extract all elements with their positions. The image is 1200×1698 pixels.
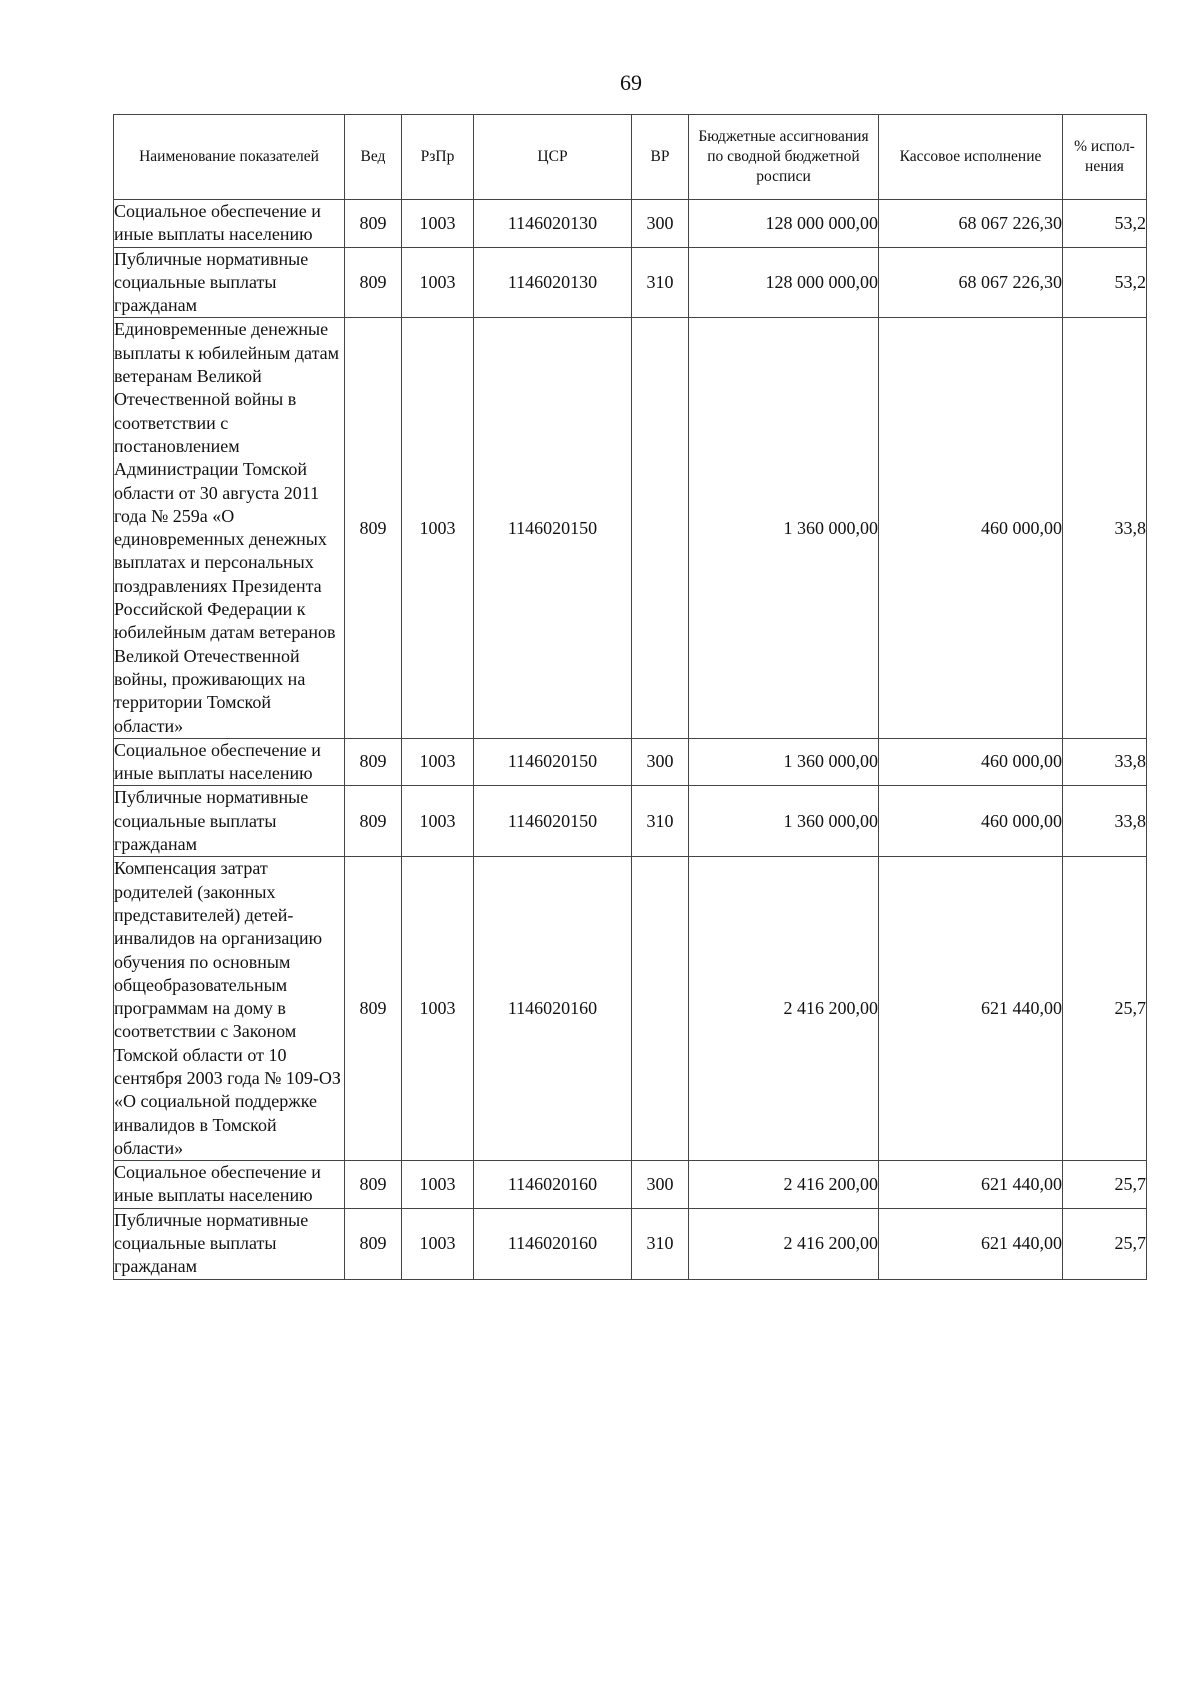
- row-rzpr: 1003: [402, 318, 474, 738]
- row-name: Социальное обеспечение и иные выплаты населению: [114, 200, 345, 248]
- row-name: Публичные нормативные социальные выплаты гражданам: [114, 786, 345, 857]
- row-vr: 300: [632, 738, 689, 786]
- row-csr: 1146020150: [474, 786, 632, 857]
- row-assignments: 128 000 000,00: [689, 247, 879, 318]
- row-csr: 1146020130: [474, 200, 632, 248]
- table-row: [114, 1161, 1147, 1209]
- table-row: [114, 318, 1147, 738]
- row-percent-execution: 33,8: [1063, 786, 1147, 857]
- row-csr: 1146020150: [474, 318, 632, 738]
- table-header-row: [114, 115, 1147, 200]
- row-cash-execution: 460 000,00: [879, 738, 1063, 786]
- row-vr: 310: [632, 786, 689, 857]
- row-vr: 310: [632, 1208, 689, 1279]
- row-ved: 809: [345, 786, 402, 857]
- row-percent-execution: 25,7: [1063, 1208, 1147, 1279]
- header-csr: ЦСР: [474, 115, 632, 200]
- budget-execution-table: [113, 114, 1147, 1280]
- row-percent-execution: 53,2: [1063, 247, 1147, 318]
- row-vr: 300: [632, 1161, 689, 1209]
- row-rzpr: 1003: [402, 786, 474, 857]
- row-assignments: 128 000 000,00: [689, 200, 879, 248]
- row-cash-execution: 68 067 226,30: [879, 247, 1063, 318]
- header-rzpr: РзПр: [402, 115, 474, 200]
- row-rzpr: 1003: [402, 1161, 474, 1209]
- row-name: Компенсация затрат родителей (законных представителей) детей-инвалидов на организацию обучения по основным общеобразовательным программам на дому в соответствии с Законом Томской области от 10 сентября 2003 года № 109-ОЗ «О социальной поддержке инвалидов в Томской области»: [114, 857, 345, 1161]
- row-vr: [632, 318, 689, 738]
- row-cash-execution: 621 440,00: [879, 1208, 1063, 1279]
- row-csr: 1146020160: [474, 1161, 632, 1209]
- row-cash-execution: 460 000,00: [879, 318, 1063, 738]
- row-assignments: 2 416 200,00: [689, 1208, 879, 1279]
- row-rzpr: 1003: [402, 738, 474, 786]
- header-cash-execution: Кассовое исполнение: [879, 115, 1063, 200]
- row-percent-execution: 25,7: [1063, 857, 1147, 1161]
- row-cash-execution: 68 067 226,30: [879, 200, 1063, 248]
- row-percent-execution: 25,7: [1063, 1161, 1147, 1209]
- row-ved: 809: [345, 247, 402, 318]
- row-csr: 1146020150: [474, 738, 632, 786]
- row-rzpr: 1003: [402, 1208, 474, 1279]
- page-number: 69: [620, 70, 642, 95]
- row-percent-execution: 33,8: [1063, 318, 1147, 738]
- row-cash-execution: 621 440,00: [879, 1161, 1063, 1209]
- table-row: [114, 786, 1147, 857]
- row-assignments: 2 416 200,00: [689, 857, 879, 1161]
- row-ved: 809: [345, 318, 402, 738]
- row-cash-execution: 621 440,00: [879, 857, 1063, 1161]
- row-name: Социальное обеспечение и иные выплаты населению: [114, 738, 345, 786]
- header-name: Наименование показателей: [114, 115, 345, 200]
- row-ved: 809: [345, 200, 402, 248]
- row-csr: 1146020160: [474, 857, 632, 1161]
- table-row: [114, 738, 1147, 786]
- row-rzpr: 1003: [402, 200, 474, 248]
- table-row: [114, 857, 1147, 1161]
- row-name: Публичные нормативные социальные выплаты гражданам: [114, 247, 345, 318]
- row-assignments: 1 360 000,00: [689, 786, 879, 857]
- row-vr: 310: [632, 247, 689, 318]
- row-ved: 809: [345, 857, 402, 1161]
- row-name: Социальное обеспечение и иные выплаты населению: [114, 1161, 345, 1209]
- row-name: Публичные нормативные социальные выплаты гражданам: [114, 1208, 345, 1279]
- row-percent-execution: 33,8: [1063, 738, 1147, 786]
- row-csr: 1146020160: [474, 1208, 632, 1279]
- table-row: [114, 200, 1147, 248]
- row-assignments: 1 360 000,00: [689, 738, 879, 786]
- row-ved: 809: [345, 1208, 402, 1279]
- row-vr: 300: [632, 200, 689, 248]
- header-assignments: Бюджетные ассигнования по сводной бюджетной росписи: [689, 115, 879, 200]
- row-name: Единовременные денежные выплаты к юбилейным датам ветеранам Великой Отечественной войны в соответствии с постановлением Администрации Томской области от 30 августа 2011 года № 259а «О единовременных денежных выплатах и персональных поздравлениях Президента Российской Федерации к юбилейным датам ветеранов Великой Отечественной войны, проживающих на территории Томской области»: [114, 318, 345, 738]
- row-ved: 809: [345, 1161, 402, 1209]
- row-csr: 1146020130: [474, 247, 632, 318]
- row-cash-execution: 460 000,00: [879, 786, 1063, 857]
- row-percent-execution: 53,2: [1063, 200, 1147, 248]
- header-ved: Вед: [345, 115, 402, 200]
- row-assignments: 1 360 000,00: [689, 318, 879, 738]
- header-vr: ВР: [632, 115, 689, 200]
- table-row: [114, 1208, 1147, 1279]
- row-rzpr: 1003: [402, 247, 474, 318]
- header-percent-execution: % испол-нения: [1063, 115, 1147, 200]
- table-row: [114, 247, 1147, 318]
- row-rzpr: 1003: [402, 857, 474, 1161]
- row-assignments: 2 416 200,00: [689, 1161, 879, 1209]
- row-ved: 809: [345, 738, 402, 786]
- row-vr: [632, 857, 689, 1161]
